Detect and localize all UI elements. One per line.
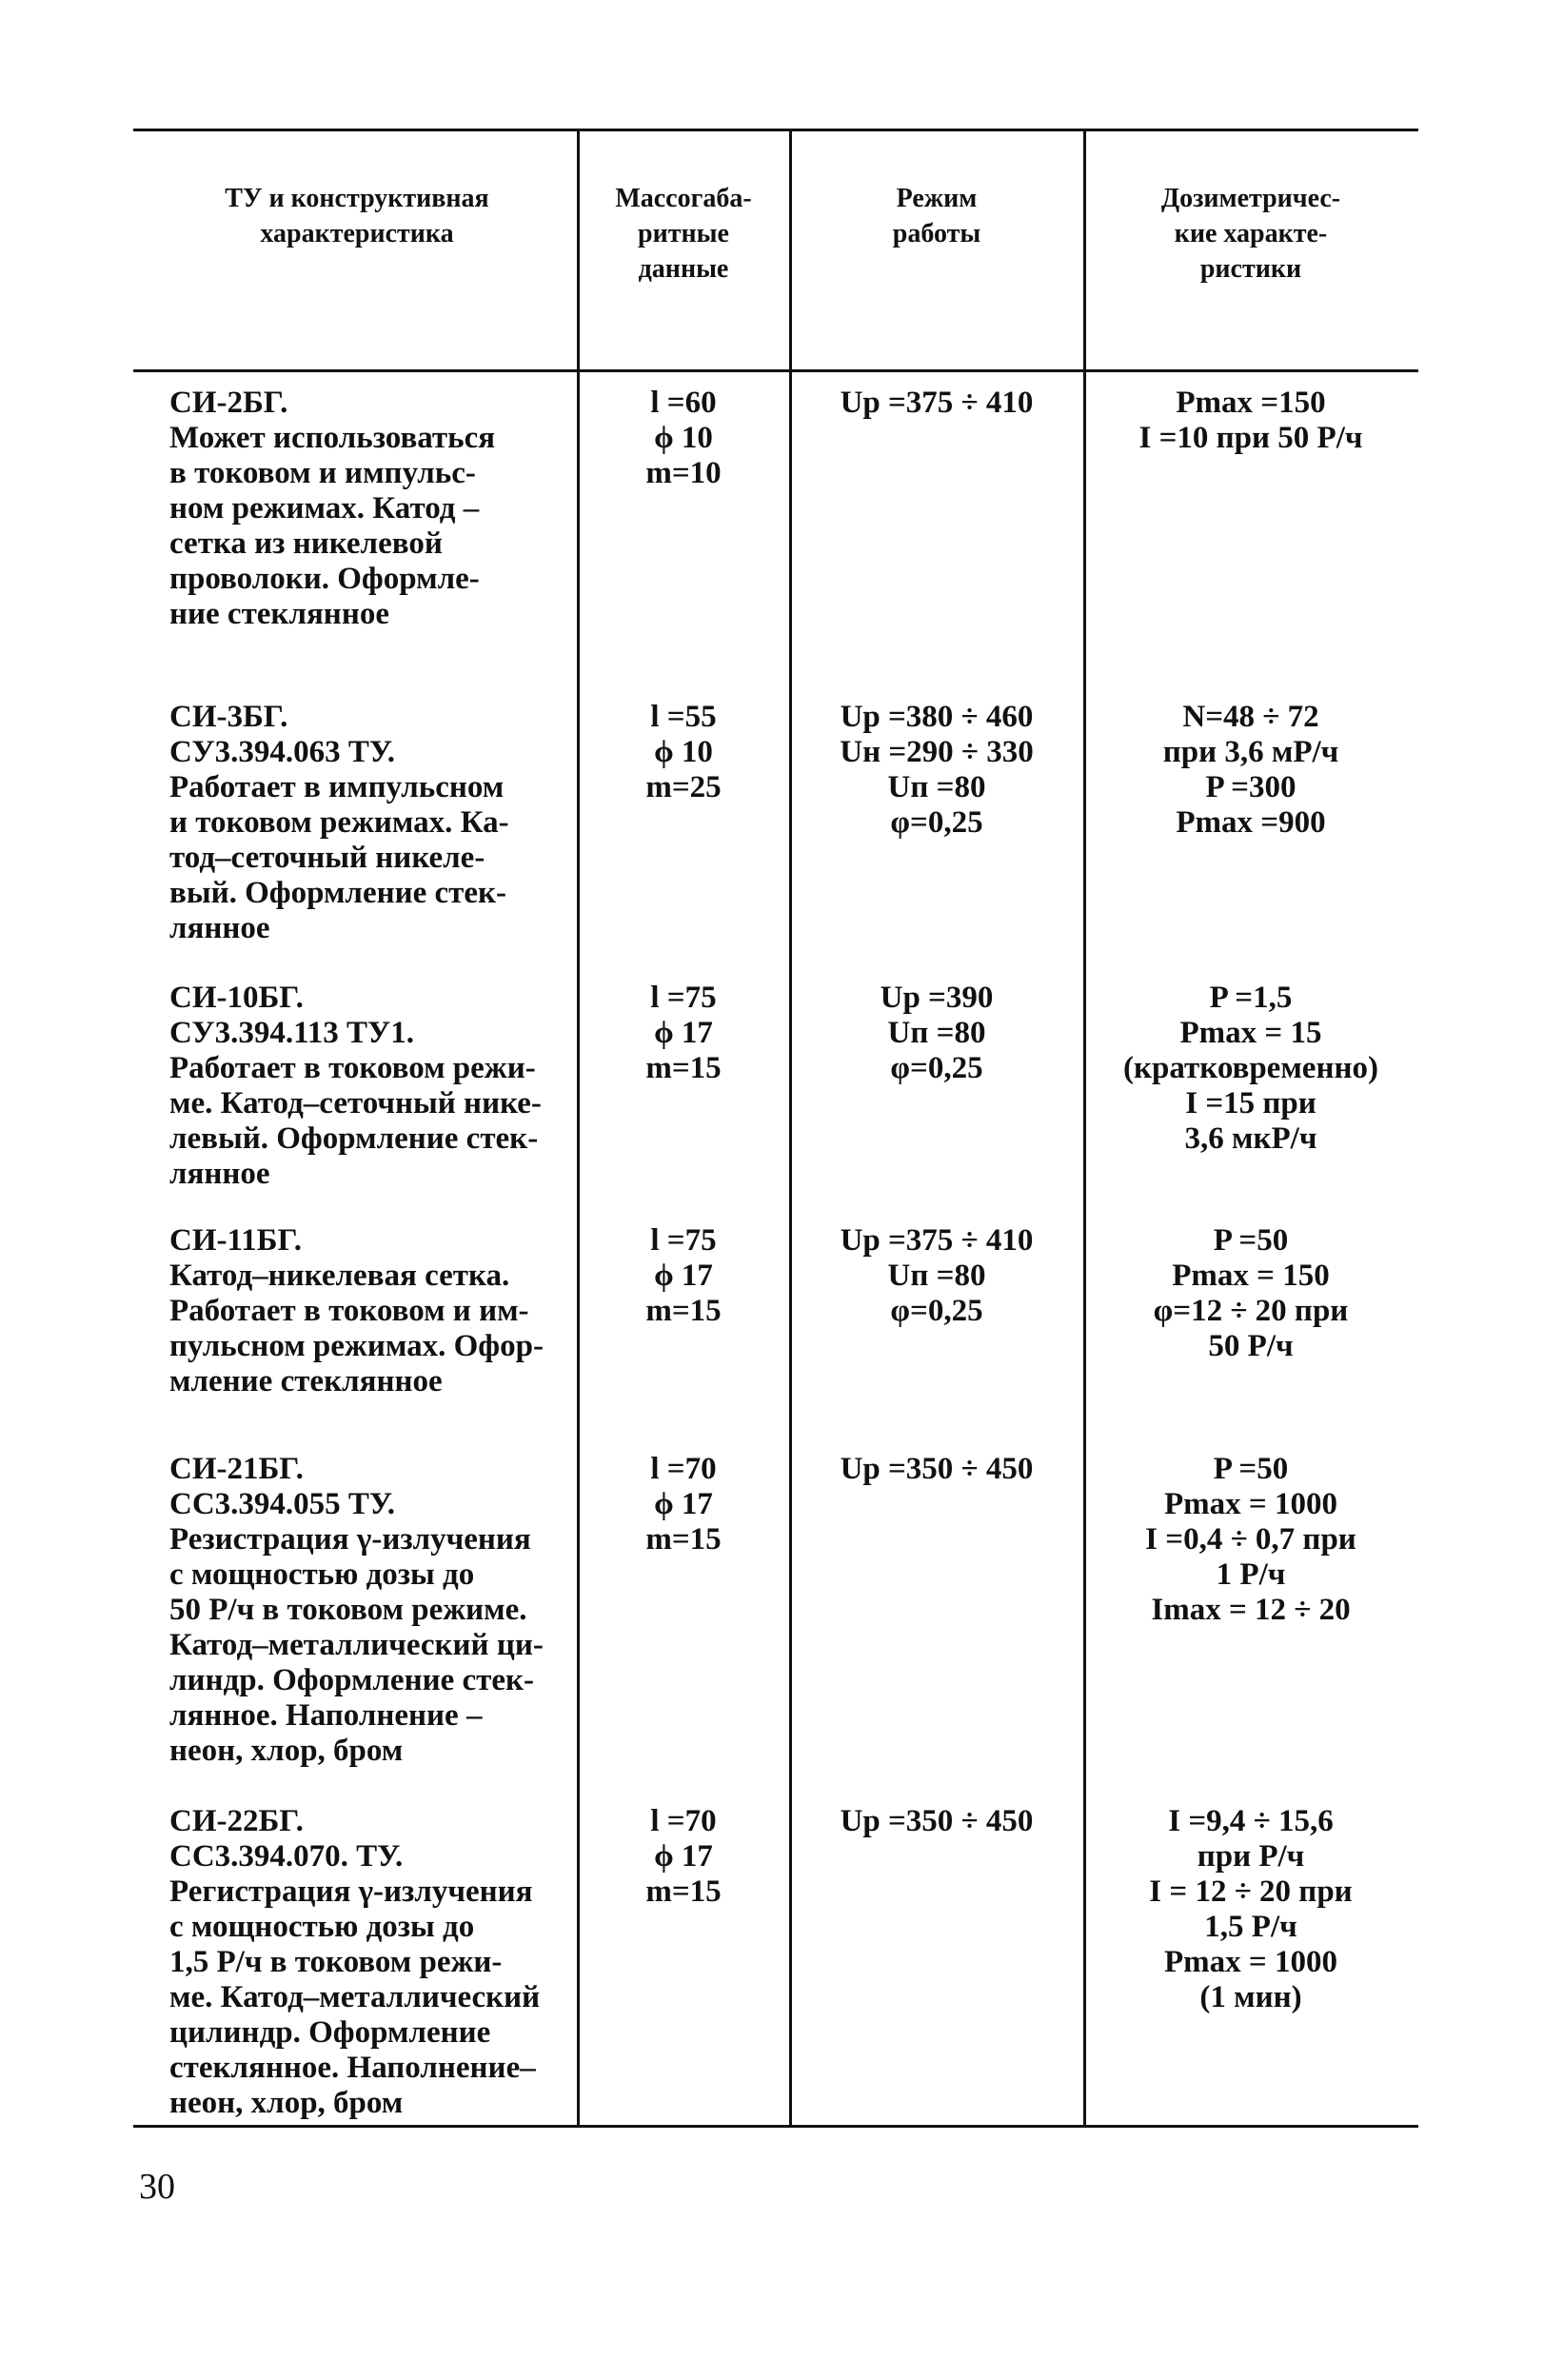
row-description [169,386,569,632]
row-mass-dimensions [583,1452,784,1557]
cell-line: Работает в токовом и им- [169,1294,529,1328]
cell-line: СУ3.394.063 ТУ. [169,735,395,769]
cell-line: P =1,5 [1209,981,1293,1015]
cell-line: Катод–металлический ци- [169,1628,544,1662]
cell-line: пульсном режимах. Офор- [169,1329,544,1363]
row-dosimetric [1089,1452,1413,1628]
cell-line: и токовом режимах. Ка- [169,805,509,840]
header-col-designation: ТУ и конструктивная характеристика [225,184,489,248]
cell-line: с мощностью дозы до [169,1910,475,1944]
row-operating-mode [795,386,1079,421]
cell-line: l =55 [650,700,717,734]
cell-line: Работает в импульсном [169,770,505,804]
row-description [169,700,569,946]
cell-line: ϕ 10 [654,421,713,455]
row-mass-dimensions [583,700,784,805]
row-mass-dimensions [583,1223,784,1329]
cell-line: 3,6 мкР/ч [1184,1121,1317,1156]
cell-line: Uп =80 [887,1259,986,1293]
cell-line: Pmax = 150 [1172,1259,1330,1293]
cell-line: Работает в токовом режи- [169,1051,536,1085]
cell-line: лянное [169,1157,270,1191]
cell-line: φ=0,25 [890,805,983,840]
cell-line: Uр =380 ÷ 460 [840,700,1034,734]
cell-line: неон, хлор, бром [169,2086,404,2120]
cell-line: ϕ 17 [654,1487,713,1521]
column-divider-2 [789,129,792,2125]
row-operating-mode [795,700,1079,841]
row-description [169,1452,569,1769]
row-dosimetric [1089,1223,1413,1364]
cell-line: вый. Оформление стек- [169,876,507,910]
cell-line: ϕ 17 [654,1259,713,1293]
cell-line: Uр =375 ÷ 410 [840,386,1034,420]
row-mass-dimensions [583,386,784,491]
page-number: 30 [139,2167,175,2207]
cell-line: ϕ 10 [654,735,713,769]
cell-line: лянное [169,911,270,945]
cell-line: m=25 [645,770,722,804]
header-col-dosimetry: Дозиметричес- кие характе- ристики [1160,184,1341,284]
cell-line: l =75 [650,1223,717,1258]
header-col-mass: Массогаба- ритные данные [615,184,752,284]
cell-line: 1 Р/ч [1216,1557,1286,1592]
cell-line: с мощностью дозы до [169,1557,475,1592]
cell-line: l =75 [650,981,717,1015]
table-top-rule [133,129,1418,131]
cell-line: СС3.394.055 ТУ. [169,1487,396,1521]
cell-line: l =70 [650,1804,717,1838]
row-dosimetric [1089,700,1413,841]
cell-line: ном режимах. Катод – [169,491,480,526]
row-operating-mode [795,1804,1079,1839]
cell-line: цилиндр. Оформление [169,2015,491,2050]
cell-line: проволоки. Оформле- [169,562,480,596]
cell-line: ние стеклянное [169,597,389,631]
cell-line: СИ-22БГ. [169,1804,304,1838]
cell-line: P =50 [1213,1223,1289,1258]
cell-line: в токовом и импульс- [169,456,476,490]
cell-line: Uп =80 [887,770,986,804]
cell-line: Резистрация γ-излучения [169,1522,531,1557]
row-dosimetric [1089,981,1413,1157]
header-col-mode: Режим работы [892,184,981,248]
cell-line: Регистрация γ-излучения [169,1874,533,1909]
cell-line: линдр. Оформление стек- [169,1663,535,1697]
cell-line: Uр =375 ÷ 410 [840,1223,1034,1258]
cell-line: φ=0,25 [890,1051,983,1085]
cell-line: I =9,4 ÷ 15,6 [1168,1804,1334,1838]
cell-line: φ=0,25 [890,1294,983,1328]
cell-line: СИ-11БГ. [169,1223,303,1258]
cell-line: m=15 [645,1294,722,1328]
cell-line: l =70 [650,1452,717,1486]
cell-line: Uн =290 ÷ 330 [840,735,1034,769]
cell-line: СИ-21БГ. [169,1452,304,1486]
cell-line: Uр =350 ÷ 450 [840,1804,1034,1838]
cell-line: СС3.394.070. ТУ. [169,1839,404,1874]
cell-line: Pmax = 15 [1179,1016,1322,1050]
cell-line: левый. Оформление стек- [169,1121,539,1156]
cell-line: N=48 ÷ 72 [1182,700,1319,734]
cell-line: Может использоваться [169,421,496,455]
header-bottom-rule [133,369,1418,372]
cell-line: (кратковременно) [1123,1051,1378,1085]
cell-line: сетка из никелевой [169,526,443,561]
cell-line: I =10 при 50 Р/ч [1138,421,1363,455]
column-divider-1 [577,129,580,2125]
cell-line: Uп =80 [887,1016,986,1050]
cell-line: ϕ 17 [654,1839,713,1874]
cell-line: Uр =390 [880,981,994,1015]
cell-line: при 3,6 мР/ч [1162,735,1339,769]
cell-line: P =300 [1205,770,1297,804]
cell-line: Pmax =900 [1176,805,1326,840]
row-description [169,1223,569,1399]
cell-line: Pmax = 1000 [1164,1487,1337,1521]
cell-line: Pmax = 1000 [1164,1945,1337,1979]
cell-line: ме. Катод–металлический [169,1980,541,2014]
cell-line: (1 мин) [1199,1980,1302,2014]
cell-line: Катод–никелевая сетка. [169,1259,510,1293]
cell-line: лянное. Наполнение – [169,1698,483,1733]
cell-line: 50 Р/ч [1208,1329,1294,1363]
row-description [169,1804,569,2121]
cell-line: СИ-10БГ. [169,981,304,1015]
cell-line: m=10 [645,456,722,490]
cell-line: m=15 [645,1522,722,1557]
row-operating-mode [795,981,1079,1086]
cell-line: тод–сеточный никеле- [169,841,485,875]
row-mass-dimensions [583,981,784,1086]
cell-line: Uр =350 ÷ 450 [840,1452,1034,1486]
row-operating-mode [795,1223,1079,1329]
cell-line: Imax = 12 ÷ 20 [1151,1593,1351,1627]
cell-line: I =0,4 ÷ 0,7 при [1145,1522,1356,1557]
cell-line: СУ3.394.113 ТУ1. [169,1016,415,1050]
cell-line: мление стеклянное [169,1364,443,1398]
cell-line: ме. Катод–сеточный нике- [169,1086,542,1121]
row-mass-dimensions [583,1804,784,1910]
cell-line: неон, хлор, бром [169,1734,404,1768]
cell-line: стеклянное. Наполнение– [169,2051,536,2085]
cell-line: СИ-3БГ. [169,700,288,734]
cell-line: m=15 [645,1874,722,1909]
cell-line: Pmax =150 [1176,386,1326,420]
row-dosimetric [1089,386,1413,456]
cell-line: I = 12 ÷ 20 при [1149,1874,1353,1909]
cell-line: 1,5 Р/ч в токовом режи- [169,1945,503,1979]
cell-line: 50 Р/ч в токовом режиме. [169,1593,527,1627]
cell-line: при Р/ч [1197,1839,1305,1874]
cell-line: 1,5 Р/ч [1204,1910,1297,1944]
table-bottom-rule [133,2125,1418,2128]
column-divider-3 [1083,129,1086,2125]
row-dosimetric [1089,1804,1413,2015]
cell-line: I =15 при [1185,1086,1316,1121]
cell-line: ϕ 17 [654,1016,713,1050]
cell-line: m=15 [645,1051,722,1085]
cell-line: P =50 [1213,1452,1289,1486]
cell-line: φ=12 ÷ 20 при [1153,1294,1349,1328]
cell-line: СИ-2БГ. [169,386,288,420]
row-operating-mode [795,1452,1079,1487]
cell-line: l =60 [650,386,717,420]
row-description [169,981,569,1192]
